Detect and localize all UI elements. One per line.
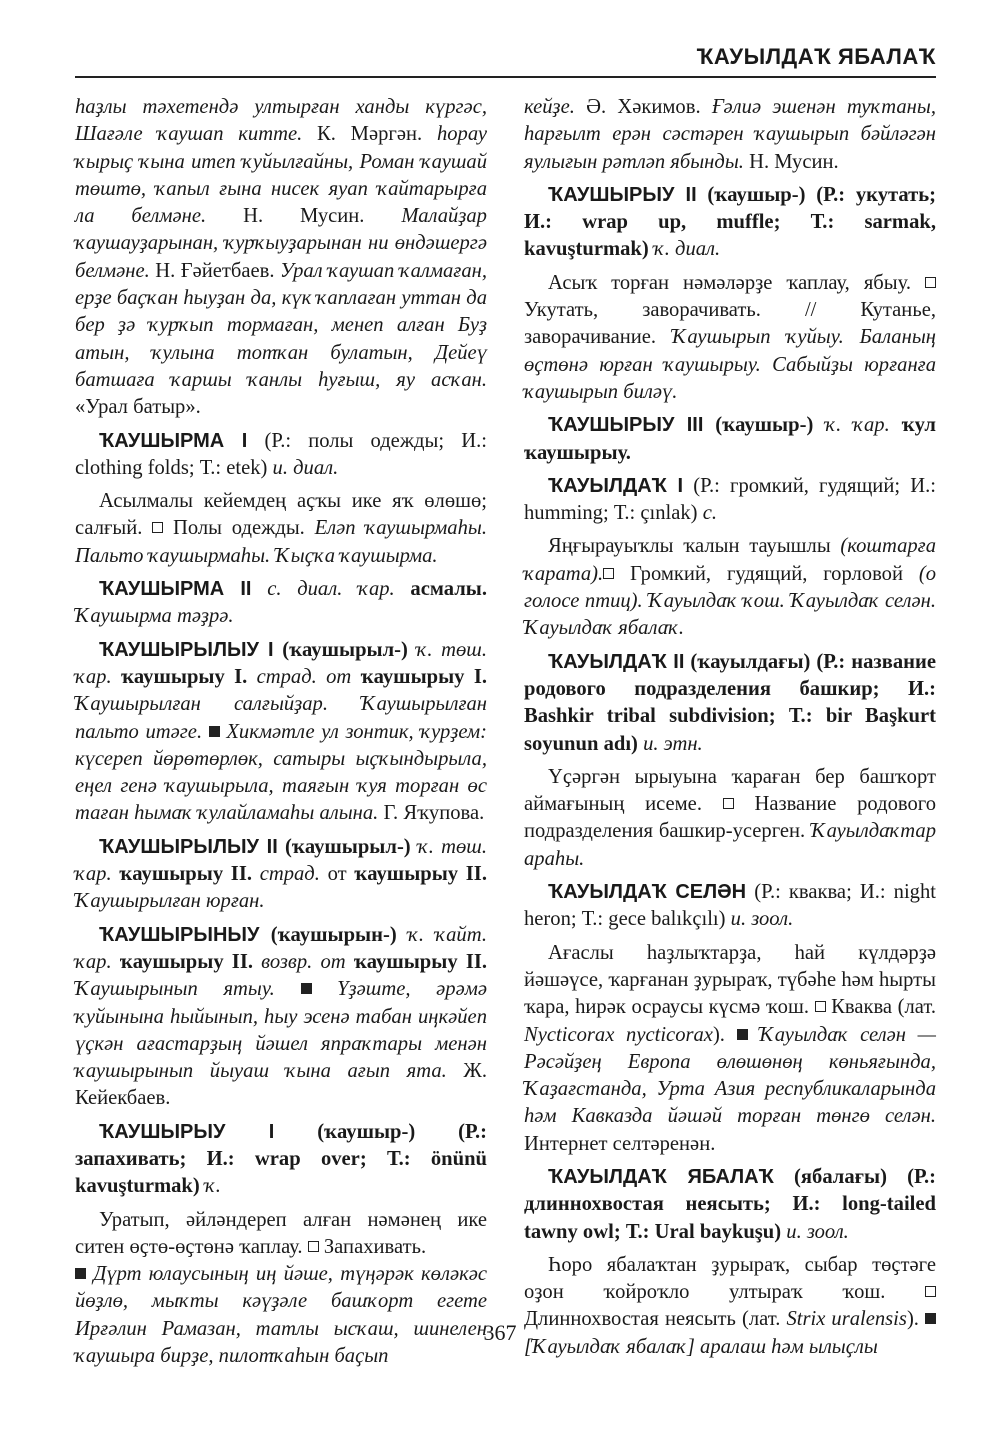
continued-examples: кейҙе. Ә. Хәкимов. Ғәлиә эшенән туҡтаны, hарғылт ерән сәстәрен ҡаушырып бәйләгән яулығын рәтләп ябынды. Н. Мусин. xyxy=(524,96,936,173)
russian-gloss-marker-icon xyxy=(925,1286,936,1297)
literary-example-marker-icon xyxy=(75,1268,86,1279)
russian-gloss-marker-icon xyxy=(603,568,614,579)
entry-definition: Асыҡ торған нәмәләрҙе ҡаплау, ябыу. Укутать, заворачивать. // Кутанье, заворачивание. Ҡаушырып ҡуйыу. Баланың өҫтөнә юрған ҡаушырыу. Сабыйҙы юрғанға ҡаушырып биләү. xyxy=(524,271,936,403)
running-head: ҠАУЫЛДАҠ ЯБАЛАҠ xyxy=(696,44,936,69)
right-column xyxy=(524,94,936,1367)
entry-definition: Ағаслы hаҙлыҡтарҙа, hай күлдәрҙә йәшәүсе, ҡарғанан ҙурыраҡ, түбәhе һәм hырты ҡара, hирәк осраусы күсмә ҡош. Кваква (лат. Nycticorax nycticorax). Ҡауылдаҡ селән — Рәсәйҙең Европа өлөшөнөң көньяғында, Ҡаҙағстанда, Урта Азия республикаларында һәм Кавказда йәшәй торған төнгө селән. Интернет селтәренән. xyxy=(524,941,936,1155)
headword: ҠАУШЫРЫУ I xyxy=(99,1120,275,1143)
dictionary-entry: ҠАУЫЛДАҠ СЕЛӘН (Р.: кваква; И.: night heron; Т.: gece balıkçılı) и. зоол. xyxy=(524,881,936,931)
dictionary-entry: ҠАУШЫРЫЛЫУ I (ҡаушырыл-) ҡ. төш. ҡар. ҡаушырыу I. страд. от ҡаушырыу I. Ҡаушырылған салғыйҙар. Ҡаушырылған пальто итәге. Хикмәтле ул зонтик, ҡурҙем: күсереп йөрөтөрлөк, сатыры ыҫҡындырыла, еңел генә ҡаушырыла, таяғын ҡуя торған өс таған hымаҡ ҡулайламаhы алына. Г. Яҡупова. xyxy=(75,638,488,825)
page-header xyxy=(75,38,936,78)
literary-example-marker-icon xyxy=(209,726,220,737)
continued-examples: hаҙлы тәхетендә ултырған ханды күргәс, Шағәле ҡаушап китте. К. Мәргән. hорау ҡырыҫ ҡына итеп ҡуйылғайны, Роман ҡаушай төштө, ҡапыл ғына нисек яуап ҡайтарырға ла белмәне. Н. Мусин. Малайҙар ҡаушауҙарынан, ҡурҡыуҙарынан ни өндәшергә белмәне. Н. Ғәйетбаев. Урал ҡаушап ҡалмаған, ерҙе баҫҡан hыуҙан да, күк ҡаплаған уттан да бер ҙә ҡурҡып тормаған, менеп алған Буҙ атын, ҡулына тотҡан булатын, Дейеү батшаға ҡаршы ҡанлы hуғыш, яу асҡан. «Урал батыр». xyxy=(75,96,488,419)
dictionary-entry: ҠАУЫЛДАҠ ЯБАЛАҠ (ябалағы) (Р.: длиннохвостая неясыть; И.: long-tailed tawny owl; Т.: Ural baykuşu) и. зоол. xyxy=(524,1165,936,1243)
entry-definition: Үҫәргән ырыуына ҡараған бер башҡорт аймағының исеме. Название родового подразделения башкир-усерген. Ҡауылдаҡтар араhы. xyxy=(524,765,937,870)
entry-definition: Яңғырауыҡлы ҡалын тауышлы (коштарға ҡарата). Громкий, гудящий, горловой (о голосе птиц). Ҡауылдаҡ ҡош. Ҡауылдаҡ селән. Ҡауылдаҡ ябалаҡ. xyxy=(524,535,936,640)
page-number: 367 xyxy=(483,1320,517,1345)
entry-definition: Уратып, әйләндереп алған нәмәнең ике ситен өҫтө-өҫтөнә ҡаплау. Запахивать. Дүрт юлаусының иң йәше, түңәрәк көләкәс йөҙлө, мыҡты кәүҙәле башҡорт егете Ирғәлин Рамазан, татлы ысҡаш, шинелен ҡаушыра бирҙе, пилотҡаhын баҫып xyxy=(75,1208,487,1368)
headword: ҠАУШЫРЫУ II xyxy=(548,183,697,206)
russian-gloss-marker-icon xyxy=(308,1241,319,1252)
dictionary-entry: ҠАУШЫРМА II с. диал. ҡар. асмалы. Ҡаушырма тәҙрә. xyxy=(75,578,488,628)
dictionary-entry: ҠАУШЫРЫУ I (ҡаушыр-) (Р.: запахивать; И.: wrap over; Т.: önünü kavuşturmak) ҡ. xyxy=(75,1120,488,1198)
headword: ҠАУШЫРЫНЫУ xyxy=(99,923,260,946)
headword: ҠАУШЫРЫЛЫУ II xyxy=(99,835,278,858)
headword: ҠАУЫЛДАҠ II xyxy=(548,650,685,673)
headword: ҠАУЫЛДАҠ I xyxy=(548,474,684,497)
entry-definition: Асылмалы кейемдең аҫҡы ике яҡ өлөшө; салғый. Полы одежды. Еләп ҡаушырмаhы. Пальто ҡаушырмаhы. Ҡыҫҡа ҡаушырма. xyxy=(75,490,487,567)
dictionary-entry: ҠАУШЫРЫУ III (ҡаушыр-) ҡ. ҡар. ҡул ҡаушырыу. xyxy=(524,414,936,464)
dictionary-entry: ҠАУЫЛДАҠ I (Р.: громкий, гудящий; И.: humming; Т.: çınlak) с. xyxy=(524,474,936,525)
russian-gloss-marker-icon xyxy=(925,277,936,288)
russian-gloss-marker-icon xyxy=(723,798,734,809)
dictionary-entry: ҠАУШЫРЫНЫУ (ҡаушырын-) ҡ. ҡайт. ҡар. ҡаушырыу II. возвр. от ҡаушырыу II. Ҡаушырынып ятыу. Үҙәште, әрәмә ҡуйынына hыйынып, hыу эсенә табан иңкәйеп үҫкән ағастарҙың йәшел япраҡтары менән ҡаушырынып йыуаш ҡына ағып ята. Ж. Кейекбаев. xyxy=(75,923,488,1110)
literary-example-marker-icon xyxy=(301,983,312,994)
headword: ҠАУШЫРЫУ III xyxy=(548,414,704,437)
headword: ҠАУЫЛДАҠ СЕЛӘН xyxy=(548,881,747,904)
entry-definition: Һоро ябалаҡтан ҙурыраҡ, сыбар төҫтәге оҙон ҡойроҡло ултыраҡ ҡош. Длиннохвостая неясыть (лат. Strix uralensis). [Ҡауылдаҡ ябалаҡ] аралаш һәм ылыҫлы xyxy=(524,1253,936,1358)
headword: ҠАУЫЛДАҠ ЯБАЛАҠ xyxy=(548,1165,774,1188)
headword: ҠАУШЫРМА II xyxy=(99,578,252,601)
headword: ҠАУШЫРЫЛЫУ I xyxy=(99,638,274,661)
literary-example-marker-icon xyxy=(737,1029,748,1040)
headword: ҠАУШЫРМА I xyxy=(99,429,248,452)
dictionary-entry: ҠАУШЫРЫЛЫУ II (ҡаушырыл-) ҡ. төш. ҡар. ҡаушырыу II. страд. от ҡаушырыу II. Ҡаушырылған юрған. xyxy=(75,835,487,913)
dictionary-entry: ҠАУШЫРЫУ II (ҡаушыр-) (Р.: укутать; И.: wrap up, muffle; Т.: sarmak, kavuşturmak) ҡ. диал. xyxy=(524,183,936,261)
dictionary-entry: ҠАУШЫРМА I (Р.: полы одежды; И.: clothing folds; Т.: etek) и. диал. xyxy=(75,429,487,479)
dictionary-entry: ҠАУЫЛДАҠ II (ҡауылдағы) (Р.: название родового подразделения башкир; И.: Bashkir tribal subdivision; Т.: bir Başkurt soyunun adı) и. этн. xyxy=(524,650,936,755)
russian-gloss-marker-icon xyxy=(152,522,163,533)
russian-gloss-marker-icon xyxy=(815,1001,826,1012)
left-column xyxy=(75,94,487,1376)
